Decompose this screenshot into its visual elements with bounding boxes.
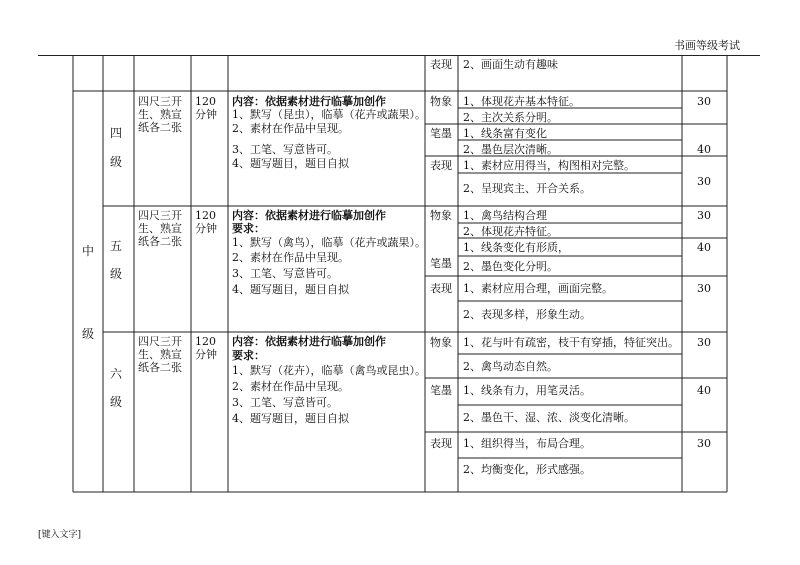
level-char: 级 — [110, 395, 123, 409]
content-line: 1、默写（禽鸟），临摹（花卉或蔬果）。 — [232, 236, 426, 249]
content-title: 内容：依据素材进行临摹加创作 — [232, 335, 386, 348]
level-char: 级 — [110, 155, 123, 169]
score: 30 — [697, 95, 711, 108]
score: 30 — [697, 175, 711, 188]
content-line: 4、题写题目，题目自拟 — [232, 412, 349, 425]
score: 30 — [697, 437, 711, 450]
paper-spec-line: 生、熟宣 — [138, 348, 182, 361]
level-char: 五 — [110, 239, 123, 253]
content-line: 2、素材在作品中呈现。 — [232, 380, 349, 393]
category-label: 表现 — [430, 159, 452, 172]
category-label: 笔墨 — [430, 257, 452, 270]
criteria-item: 2、禽鸟动态自然。 — [463, 360, 558, 373]
criteria-item: 1、素材应用得当，构图相对完整。 — [463, 159, 635, 172]
content-line: 4、题写题目，题目自拟 — [232, 283, 349, 296]
content-line: 1、默写（昆虫），临摹（花卉或蔬果）。 — [232, 108, 426, 121]
page-footer: [键入文字] — [38, 530, 82, 540]
content-line: 4、题写题目，题目自拟 — [232, 157, 349, 170]
time-line: 分钟 — [195, 108, 217, 121]
category-label: 物象 — [430, 95, 452, 108]
category-label: 笔墨 — [430, 127, 452, 140]
score: 40 — [697, 143, 711, 156]
criteria-item: 1、线条有力，用笔灵活。 — [463, 384, 591, 397]
paper-spec-line: 四尺三开 — [138, 335, 182, 348]
category-label: 表现 — [430, 282, 452, 295]
content-line: 3、工笔、写意皆可。 — [232, 267, 338, 280]
criteria-item: 2、体现花卉特征。 — [463, 225, 558, 238]
level-group-char2: 级 — [82, 327, 95, 341]
content-line: 2、素材在作品中呈现。 — [232, 122, 349, 135]
score: 40 — [697, 384, 711, 397]
paper-spec-line: 四尺三开 — [138, 95, 182, 108]
criteria-item: 1、线条变化有形质， — [463, 241, 569, 254]
level-char: 六 — [110, 367, 123, 381]
time-line: 分钟 — [195, 348, 217, 361]
content-line: 2、素材在作品中呈现。 — [232, 251, 349, 264]
paper-spec-line: 四尺三开 — [138, 209, 182, 222]
category-label: 物象 — [430, 209, 452, 222]
paper-spec-line: 纸各二张 — [138, 235, 182, 248]
criteria-item: 2、墨色变化分明。 — [463, 260, 558, 273]
time-line: 120 — [195, 335, 216, 348]
content-line: 1、默写（花卉），临摹（禽鸟或昆虫）。 — [232, 364, 426, 377]
criteria-item: 2、表现多样，形象生动。 — [463, 308, 591, 321]
paper-spec-line: 生、熟宣 — [138, 108, 182, 121]
criteria-item: 2、墨色干、湿、浓、淡变化清晰。 — [463, 411, 635, 424]
paper-spec-line: 纸各二张 — [138, 121, 182, 134]
top-category: 表现 — [430, 58, 452, 71]
top-item: 2、画面生动有趣味 — [463, 58, 558, 71]
criteria-item: 1、线条富有变化 — [463, 127, 547, 140]
content-title: 内容：依据素材进行临摹加创作 — [232, 209, 386, 222]
time-line: 120 — [195, 95, 216, 108]
criteria-item: 1、素材应用合理，画面完整。 — [463, 282, 613, 295]
level-char: 级 — [110, 267, 123, 281]
level-char: 四 — [110, 126, 123, 140]
page-header: 书画等级考试 — [674, 39, 740, 52]
criteria-item: 1、组织得当，布局合理。 — [463, 437, 591, 450]
requirements-title: 要求： — [232, 349, 265, 362]
criteria-item: 2、呈现宾主、开合关系。 — [463, 182, 591, 195]
content-line: 3、工笔、写意皆可。 — [232, 396, 338, 409]
time-line: 120 — [195, 209, 216, 222]
score: 30 — [697, 209, 711, 222]
content-line: 3、工笔、写意皆可。 — [232, 143, 338, 156]
paper-spec-line: 生、熟宣 — [138, 222, 182, 235]
category-label: 笔墨 — [430, 384, 452, 397]
time-line: 分钟 — [195, 222, 217, 235]
category-label: 物象 — [430, 336, 452, 349]
criteria-item: 2、均衡变化，形式感强。 — [463, 463, 591, 476]
category-label: 表现 — [430, 437, 452, 450]
score: 30 — [697, 282, 711, 295]
criteria-item: 1、体现花卉基本特征。 — [463, 95, 580, 108]
criteria-item: 1、禽鸟结构合理 — [463, 209, 547, 222]
criteria-item: 1、花与叶有疏密，枝干有穿插，特征突出。 — [463, 336, 679, 349]
requirements-title: 要求： — [232, 222, 265, 235]
level-group-char1: 中 — [82, 244, 95, 258]
criteria-item: 2、墨色层次清晰。 — [463, 143, 558, 156]
criteria-item: 2、主次关系分明。 — [463, 111, 558, 124]
content-title: 内容：依据素材进行临摹加创作 — [232, 95, 386, 108]
paper-spec-line: 纸各二张 — [138, 361, 182, 374]
score: 30 — [697, 336, 711, 349]
score: 40 — [697, 241, 711, 254]
